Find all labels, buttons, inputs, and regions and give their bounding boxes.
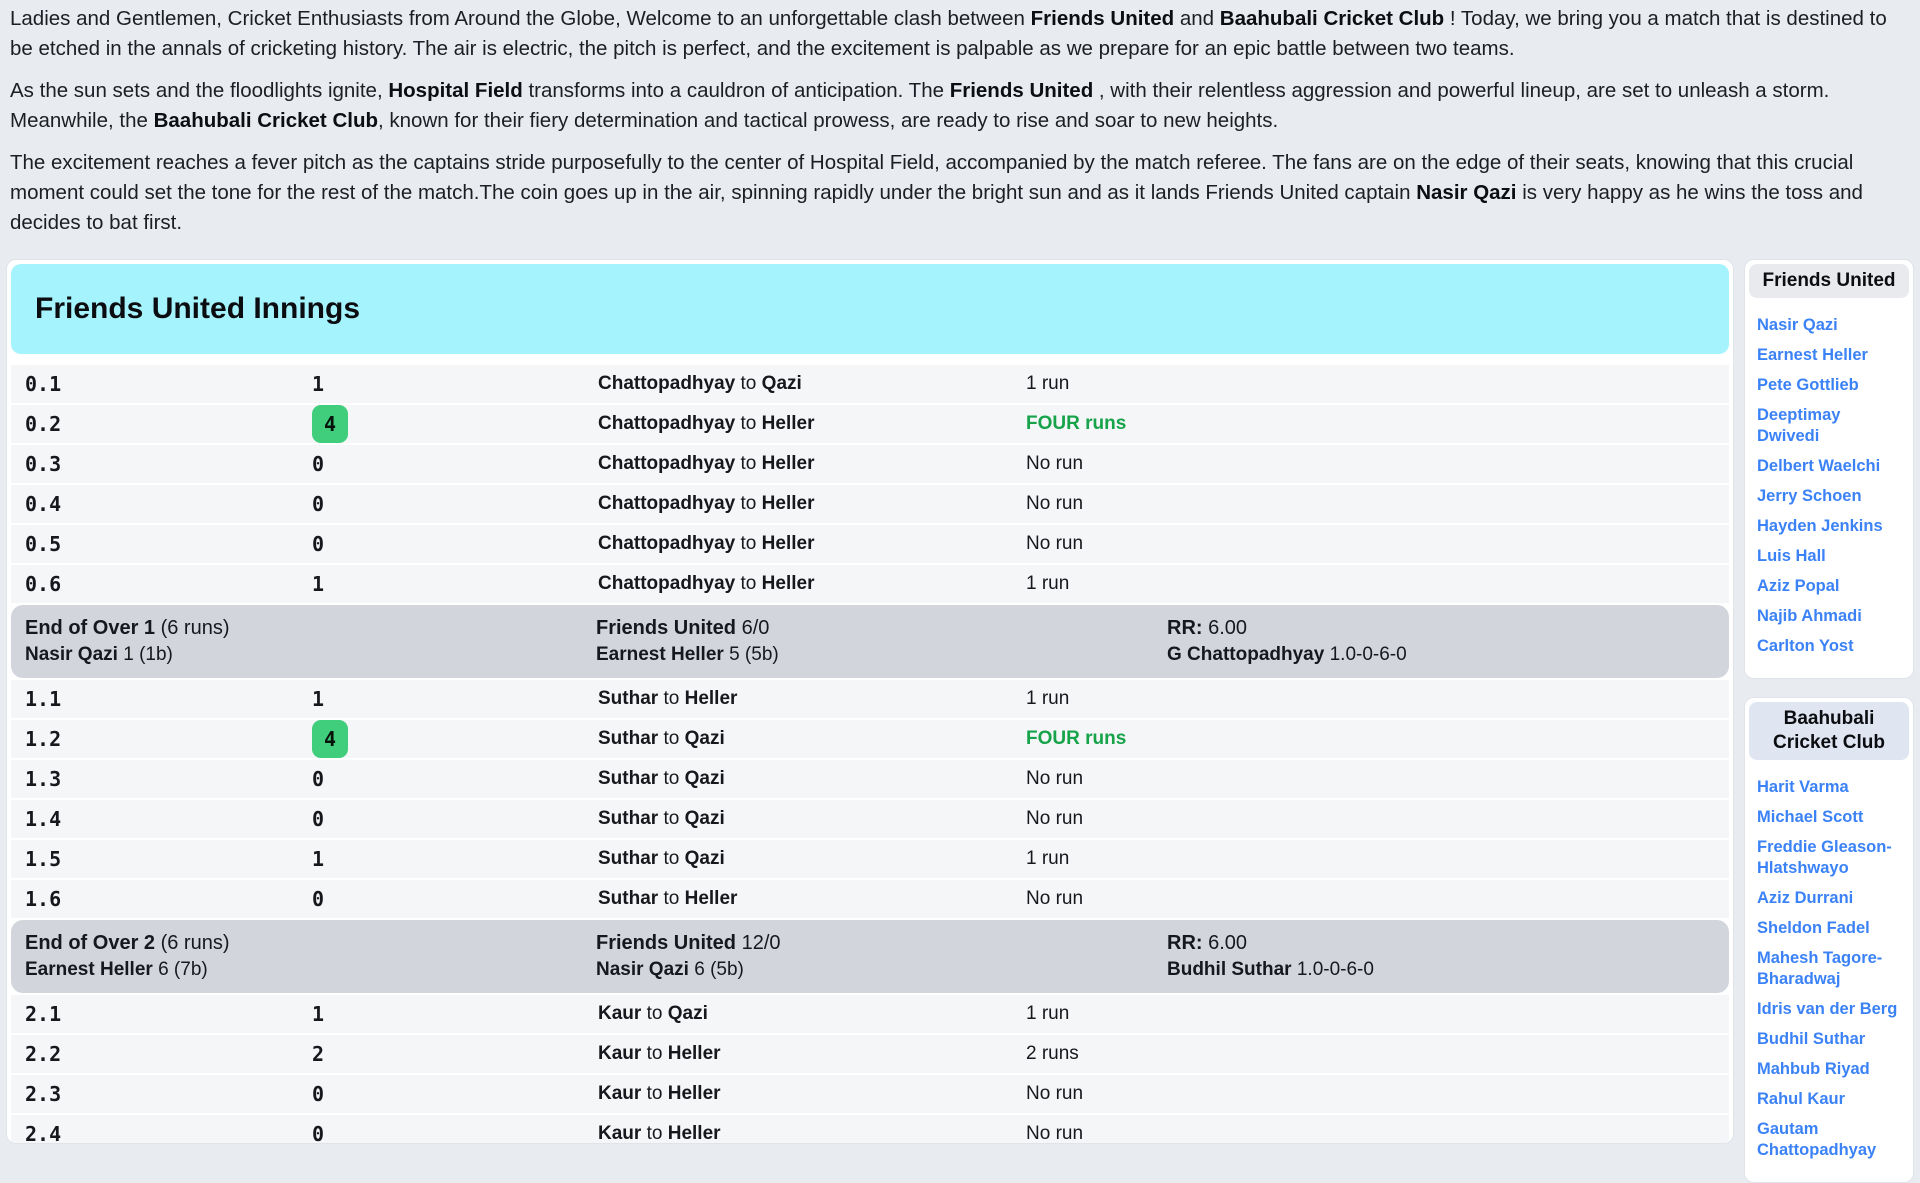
result-text: No run xyxy=(1026,808,1084,829)
ball-row xyxy=(11,995,1729,1033)
player-link[interactable]: Nasir Qazi xyxy=(1757,316,1838,334)
innings-title: Friends United Innings xyxy=(35,292,361,325)
intro-paragraph-3 xyxy=(10,148,1906,238)
ball-number: 2.2 xyxy=(25,1042,62,1066)
bowler-name: Suthar xyxy=(598,848,659,869)
bowler-figures: 1.0-0-6-0 xyxy=(1329,644,1407,665)
commentary-panel xyxy=(6,259,1734,1144)
runs-value: 4 xyxy=(312,720,348,758)
batter-stat: 5 (5b) xyxy=(729,644,779,665)
bowler-name: Chattopadhyay xyxy=(598,573,736,594)
over-summary-middle xyxy=(588,615,1159,668)
ball-row xyxy=(11,525,1729,563)
ball-row xyxy=(11,445,1729,483)
ball-row xyxy=(11,405,1729,443)
to-word: to xyxy=(663,768,680,789)
ball-result xyxy=(1026,533,1729,555)
bowler-name: Kaur xyxy=(598,1083,642,1104)
intro-paragraph-1 xyxy=(10,4,1906,64)
ball-row xyxy=(11,720,1729,758)
batter-stat: 6 (7b) xyxy=(158,959,208,980)
ball-row xyxy=(11,840,1729,878)
ball-result xyxy=(1026,768,1729,790)
over-summary-left xyxy=(17,930,588,983)
intro-text: transforms into a cauldron of anticipation. The xyxy=(522,79,950,102)
batter-stat: 6 (5b) xyxy=(694,959,744,980)
batter-name: Nasir Qazi xyxy=(596,959,689,980)
team-name: Friends United xyxy=(596,617,737,639)
delivery xyxy=(598,413,1026,435)
ball-runs xyxy=(312,1002,598,1026)
player-link[interactable]: Carlton Yost xyxy=(1757,637,1854,655)
runs-value: 0 xyxy=(312,1082,325,1106)
ball-row xyxy=(11,680,1729,718)
batter-name: Heller xyxy=(761,573,815,594)
intro-text: The excitement reaches a fever pitch as the captains stride purposefully to the center of Hospital Field, accompanied by the match referee. The fans are on the edge of their seats, knowing that this crucial moment could set the tone for the rest of the match.The coin goes up in the air, spinning rapidly under the bright sun and as it lands Friends United captain xyxy=(10,151,1854,204)
over-summary-right xyxy=(1159,930,1729,983)
ball-row xyxy=(11,1115,1729,1144)
delivery xyxy=(598,373,1026,395)
team-name: Friends United xyxy=(596,932,737,954)
ball-row xyxy=(11,485,1729,523)
result-text: 2 runs xyxy=(1026,1043,1079,1064)
to-word: to xyxy=(646,1043,663,1064)
batter-name: Heller xyxy=(761,453,815,474)
delivery xyxy=(598,1043,1026,1065)
runs-value: 1 xyxy=(312,1002,325,1026)
ball-result xyxy=(1026,808,1729,830)
ball-result xyxy=(1026,1003,1729,1025)
to-word: to xyxy=(740,573,757,594)
result-text: 1 run xyxy=(1026,688,1070,709)
bowler-name: Budhil Suthar xyxy=(1167,959,1292,980)
delivery xyxy=(598,493,1026,515)
to-word: to xyxy=(663,848,680,869)
ball-result xyxy=(1026,888,1729,910)
result-text: No run xyxy=(1026,453,1084,474)
ball-result xyxy=(1026,688,1729,710)
match-intro xyxy=(0,0,1920,238)
runs-value: 4 xyxy=(312,405,348,443)
batter-stat: 1 (1b) xyxy=(123,644,173,665)
teams-sidebar xyxy=(1744,259,1914,1183)
bowler-name: Chattopadhyay xyxy=(598,413,736,434)
result-text: 1 run xyxy=(1026,573,1070,594)
ball-row xyxy=(11,800,1729,838)
player-link[interactable]: Sheldon Fadel xyxy=(1757,919,1870,937)
runs-value: 0 xyxy=(312,807,325,831)
player-link[interactable]: Harit Varma xyxy=(1757,778,1849,796)
bowler-name: Chattopadhyay xyxy=(598,373,736,394)
intro-text: and xyxy=(1174,7,1220,30)
ball-runs xyxy=(312,847,598,871)
over-summary-middle xyxy=(588,930,1159,983)
runs-value: 1 xyxy=(312,847,325,871)
bowler-name: G Chattopadhyay xyxy=(1167,644,1325,665)
batter-name: Qazi xyxy=(667,1003,708,1024)
content-area xyxy=(0,259,1920,1183)
team-name-bold: Baahubali Cricket Club xyxy=(1219,7,1445,30)
ball-runs xyxy=(312,1122,598,1144)
runs-value: 1 xyxy=(312,372,325,396)
intro-text: ! Today, we bring you a match that is destined to be etched in the annals of cricketing history. The air is electric, the pitch is perfect, and the excitement is palpable as we prepare for an epic battle between two teams. xyxy=(10,7,1887,60)
end-of-over-summary xyxy=(11,605,1729,678)
ball-runs xyxy=(312,1082,598,1106)
runs-value: 0 xyxy=(312,532,325,556)
team-score: 12/0 xyxy=(741,932,781,954)
delivery xyxy=(598,533,1026,555)
batter-name: Heller xyxy=(667,1083,721,1104)
ball-result xyxy=(1026,728,1729,750)
to-word: to xyxy=(663,888,680,909)
team-score: 6/0 xyxy=(741,617,770,639)
over-title: End of Over 1 xyxy=(25,617,156,639)
player-link[interactable]: Delbert Waelchi xyxy=(1757,457,1881,475)
bowler-name: Suthar xyxy=(598,808,659,829)
bowler-name: Chattopadhyay xyxy=(598,533,736,554)
bowler-name: Suthar xyxy=(598,768,659,789)
bowler-name: Suthar xyxy=(598,888,659,909)
ball-row xyxy=(11,1075,1729,1113)
ball-runs xyxy=(312,720,598,758)
ball-row xyxy=(11,1035,1729,1073)
batter-name: Heller xyxy=(761,413,815,434)
ball-result xyxy=(1026,848,1729,870)
ball-runs xyxy=(312,887,598,911)
runs-value: 0 xyxy=(312,452,325,476)
result-text: No run xyxy=(1026,768,1084,789)
to-word: to xyxy=(663,688,680,709)
team-name-bold: Friends United xyxy=(1030,7,1175,30)
ball-row xyxy=(11,565,1729,603)
ball-number: 1.5 xyxy=(25,847,62,871)
ball-row xyxy=(11,880,1729,918)
over-summary-left xyxy=(17,615,588,668)
ball-result xyxy=(1026,1123,1729,1144)
player-link[interactable]: Mahbub Riyad xyxy=(1757,1060,1870,1078)
batter-name: Qazi xyxy=(761,373,802,394)
delivery xyxy=(598,888,1026,910)
to-word: to xyxy=(740,413,757,434)
batter-name: Earnest Heller xyxy=(596,644,724,665)
player-link[interactable]: Michael Scott xyxy=(1757,808,1864,826)
batter-name: Qazi xyxy=(684,848,725,869)
ball-result xyxy=(1026,493,1729,515)
to-word: to xyxy=(646,1083,663,1104)
ball-number: 1.2 xyxy=(25,727,62,751)
player-link[interactable]: Earnest Heller xyxy=(1757,346,1868,364)
ball-runs xyxy=(312,372,598,396)
over-title: End of Over 2 xyxy=(25,932,156,954)
batter-name: Heller xyxy=(684,688,738,709)
ball-result xyxy=(1026,453,1729,475)
delivery xyxy=(598,808,1026,830)
ball-number: 0.5 xyxy=(25,532,62,556)
delivery xyxy=(598,768,1026,790)
player-link[interactable]: Pete Gottlieb xyxy=(1757,376,1859,394)
ball-row xyxy=(11,760,1729,798)
over-summary-right xyxy=(1159,615,1729,668)
batter-name: Heller xyxy=(761,533,815,554)
team-header: Friends United xyxy=(1749,264,1909,298)
ball-runs xyxy=(312,807,598,831)
result-text: No run xyxy=(1026,1123,1084,1144)
bowler-name: Suthar xyxy=(598,728,659,749)
batter-name: Qazi xyxy=(684,768,725,789)
ball-result xyxy=(1026,373,1729,395)
result-text: FOUR runs xyxy=(1026,728,1127,749)
batter-name: Heller xyxy=(761,493,815,514)
run-rate-label: RR: xyxy=(1167,932,1203,954)
player-list xyxy=(1749,298,1909,670)
intro-text: is very happy as he wins the toss and decides to bat first. xyxy=(10,181,1863,234)
team-name-bold: Friends United xyxy=(949,79,1094,102)
player-link[interactable]: Luis Hall xyxy=(1757,547,1826,565)
intro-text: As the sun sets and the floodlights ignite, xyxy=(10,79,389,102)
ball-runs xyxy=(312,767,598,791)
bowler-name: Chattopadhyay xyxy=(598,493,736,514)
player-link[interactable]: Aziz Popal xyxy=(1757,577,1840,595)
delivery xyxy=(598,728,1026,750)
ball-number: 0.1 xyxy=(25,372,62,396)
result-text: 1 run xyxy=(1026,373,1070,394)
result-text: FOUR runs xyxy=(1026,413,1127,434)
to-word: to xyxy=(663,808,680,829)
ball-runs xyxy=(312,1042,598,1066)
runs-value: 0 xyxy=(312,887,325,911)
runs-value: 0 xyxy=(312,1122,325,1144)
result-text: 1 run xyxy=(1026,848,1070,869)
delivery xyxy=(598,1083,1026,1105)
bowler-name: Kaur xyxy=(598,1123,642,1144)
team-card-friends-united xyxy=(1744,259,1914,679)
batter-name: Qazi xyxy=(684,808,725,829)
ball-number: 0.2 xyxy=(25,412,62,436)
bowler-name: Kaur xyxy=(598,1003,642,1024)
ball-runs xyxy=(312,687,598,711)
batter-name: Heller xyxy=(667,1123,721,1144)
ball-result xyxy=(1026,1043,1729,1065)
ball-runs xyxy=(312,572,598,596)
ball-runs xyxy=(312,405,598,443)
bowler-name: Suthar xyxy=(598,688,659,709)
player-link[interactable]: Freddie Gleason-Hlatshwayo xyxy=(1757,838,1892,877)
to-word: to xyxy=(646,1123,663,1144)
ball-number: 2.3 xyxy=(25,1082,62,1106)
ball-result xyxy=(1026,413,1729,435)
result-text: No run xyxy=(1026,493,1084,514)
delivery xyxy=(598,1003,1026,1025)
ball-runs xyxy=(312,532,598,556)
player-link[interactable]: Budhil Suthar xyxy=(1757,1030,1866,1048)
bowler-figures: 1.0-0-6-0 xyxy=(1296,959,1374,980)
ball-number: 0.4 xyxy=(25,492,62,516)
bowler-name: Chattopadhyay xyxy=(598,453,736,474)
player-link[interactable]: Hayden Jenkins xyxy=(1757,517,1883,535)
to-word: to xyxy=(740,533,757,554)
intro-paragraph-2 xyxy=(10,76,1906,136)
player-link[interactable]: Mahesh Tagore-Bharadwaj xyxy=(1757,949,1883,988)
batter-name: Qazi xyxy=(684,728,725,749)
to-word: to xyxy=(646,1003,663,1024)
batter-name: Nasir Qazi xyxy=(25,644,118,665)
venue-name-bold: Hospital Field xyxy=(388,79,523,102)
run-rate-label: RR: xyxy=(1167,617,1203,639)
delivery xyxy=(598,1123,1026,1144)
ball-number: 0.3 xyxy=(25,452,62,476)
ball-number: 0.6 xyxy=(25,572,62,596)
to-word: to xyxy=(740,373,757,394)
over-runs-note: (6 runs) xyxy=(160,932,230,954)
ball-number: 1.1 xyxy=(25,687,62,711)
result-text: No run xyxy=(1026,1083,1084,1104)
team-name-bold: Baahubali Cricket Club xyxy=(153,109,379,132)
ball-number: 1.6 xyxy=(25,887,62,911)
to-word: to xyxy=(740,453,757,474)
player-list xyxy=(1749,760,1909,1174)
player-link[interactable]: Najib Ahmadi xyxy=(1757,607,1862,625)
run-rate-value: 6.00 xyxy=(1208,617,1248,639)
runs-value: 1 xyxy=(312,572,325,596)
batter-name: Heller xyxy=(667,1043,721,1064)
ball-row xyxy=(11,365,1729,403)
to-word: to xyxy=(663,728,680,749)
captain-name-bold: Nasir Qazi xyxy=(1416,181,1517,204)
runs-value: 0 xyxy=(312,492,325,516)
batter-name: Earnest Heller xyxy=(25,959,153,980)
ball-runs xyxy=(312,452,598,476)
team-card-baahubali-cricket-club xyxy=(1744,697,1914,1183)
player-link[interactable]: Jerry Schoen xyxy=(1757,487,1862,505)
player-link[interactable]: Gautam Chattopadhyay xyxy=(1757,1120,1877,1159)
intro-text: , with their relentless aggression and powerful lineup, are set to unleash a storm. Meanwhile, the xyxy=(10,79,1830,132)
run-rate-value: 6.00 xyxy=(1208,932,1248,954)
ball-number: 1.4 xyxy=(25,807,62,831)
delivery xyxy=(598,573,1026,595)
runs-value: 1 xyxy=(312,687,325,711)
ball-result xyxy=(1026,573,1729,595)
delivery xyxy=(598,688,1026,710)
ball-result xyxy=(1026,1083,1729,1105)
player-link[interactable]: Idris van der Berg xyxy=(1757,1000,1898,1018)
ball-number: 1.3 xyxy=(25,767,62,791)
runs-value: 2 xyxy=(312,1042,325,1066)
over-runs-note: (6 runs) xyxy=(160,617,230,639)
result-text: No run xyxy=(1026,533,1084,554)
runs-value: 0 xyxy=(312,767,325,791)
result-text: No run xyxy=(1026,888,1084,909)
bowler-name: Kaur xyxy=(598,1043,642,1064)
intro-text: , known for their fiery determination and tactical prowess, are ready to rise and soar to new heights. xyxy=(378,109,1279,132)
player-link[interactable]: Rahul Kaur xyxy=(1757,1090,1846,1108)
innings-header xyxy=(11,264,1729,354)
ball-runs xyxy=(312,492,598,516)
player-link[interactable]: Aziz Durrani xyxy=(1757,889,1854,907)
ball-number: 2.1 xyxy=(25,1002,62,1026)
ball-number: 2.4 xyxy=(25,1122,62,1144)
intro-text: Ladies and Gentlemen, Cricket Enthusiasts from Around the Globe, Welcome to an unforgettable clash between xyxy=(10,7,1031,30)
result-text: 1 run xyxy=(1026,1003,1070,1024)
team-header: Baahubali Cricket Club xyxy=(1749,702,1909,760)
player-link[interactable]: Deeptimay Dwivedi xyxy=(1757,406,1841,445)
to-word: to xyxy=(740,493,757,514)
batter-name: Heller xyxy=(684,888,738,909)
delivery xyxy=(598,848,1026,870)
delivery xyxy=(598,453,1026,475)
end-of-over-summary xyxy=(11,920,1729,993)
